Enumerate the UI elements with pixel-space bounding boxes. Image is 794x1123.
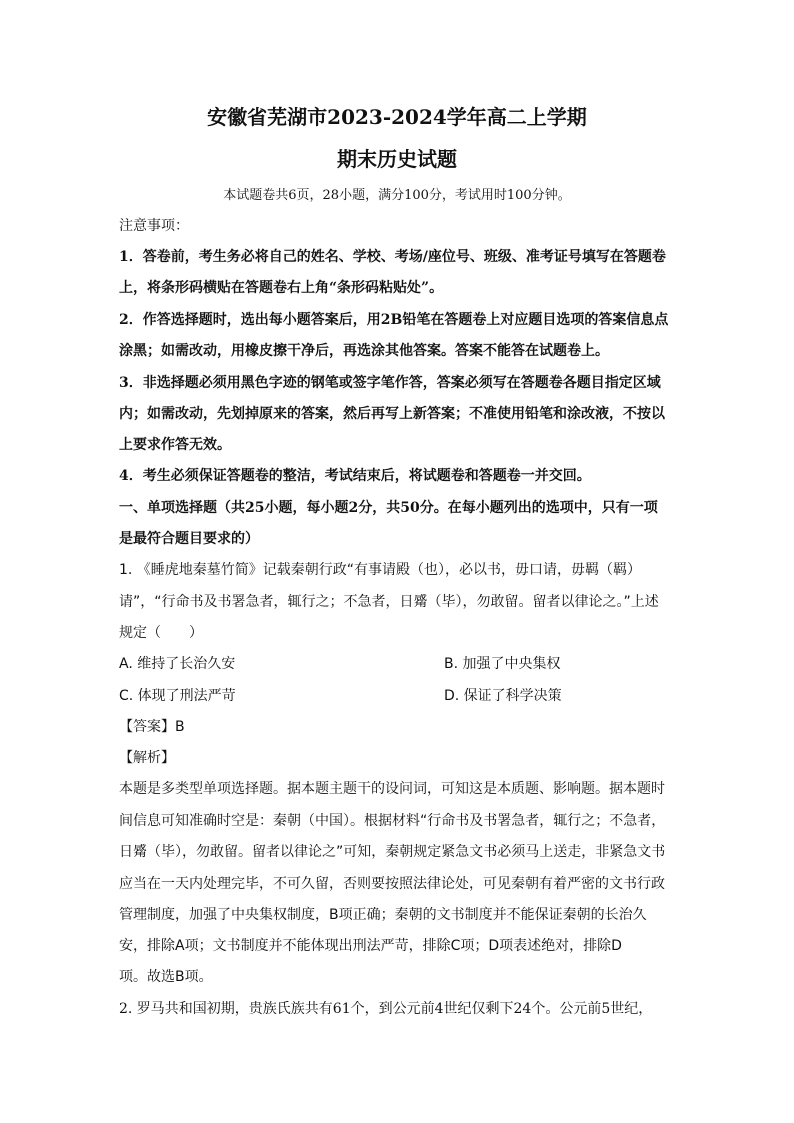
analysis-line: 应当在一天内处理完毕，不可久留，否则要按照法律论处，可见秦朝有着严密的文书行政 <box>119 876 665 892</box>
notes-heading: 注意事项： <box>119 218 189 234</box>
analysis-line: 本题是多类型单项选择题。据本题主题干的设问词，可知这是本质题、影响题。据本题时 <box>119 781 665 797</box>
analysis-line: 安，排除A项；文书制度并不能体现出刑法严苛，排除C项；D项表述绝对，排除D <box>119 938 622 954</box>
question-stem: 1. 《睡虎地秦墓竹简》记载秦朝行政“有事请殿（也），必以书，毋口请，毋羁（羁） <box>119 562 642 578</box>
section-heading: 一、单项选择题（共25小题，每小题2分，共50分。在每小题列出的选项中，只有一项 <box>119 500 658 516</box>
question-stem: 请”，“行命书及书署急者，辄行之；不急者，日觱（毕），勿敢留。留者以律论之。”上述 <box>119 594 659 610</box>
analysis-heading: 【解析】 <box>119 750 175 766</box>
note-line: 内；如需改动，先划掉原来的答案，然后再写上新答案；不准使用铅笔和涂改液，不按以 <box>119 406 665 422</box>
note-line: 4．考生必须保证答题卷的整洁，考试结束后，将试题卷和答题卷一并交回。 <box>119 468 591 484</box>
exam-info: 本试题卷共6页，28小题，满分100分，考试用时100分钟。 <box>223 188 571 203</box>
note-line: 1．答卷前，考生务必将自己的姓名、学校、考场/座位号、班级、准考证号填写在答题卷 <box>119 249 666 265</box>
note-line: 2．作答选择题时，选出每小题答案后，用2B铅笔在答题卷上对应题目选项的答案信息点 <box>119 312 669 328</box>
analysis-line: 项。故选B项。 <box>119 969 213 985</box>
answer-label: 【答案】B <box>119 719 185 735</box>
analysis-line: 间信息可知准确时空是：秦朝（中国）。根据材料“行命书及书署急者，辄行之；不急者， <box>119 813 666 829</box>
page-subtitle-title: 期末历史试题 <box>337 147 457 171</box>
option-c: C. 体现了刑法严苛 <box>119 688 236 704</box>
question-stem: 2. 罗马共和国初期，贵族氏族共有61个，到公元前4世纪仅剩下24个。公元前5世纪， <box>119 1001 653 1017</box>
option-b: B. 加强了中央集权 <box>444 656 561 672</box>
note-line: 涂黑；如需改动，用橡皮擦干净后，再选涂其他答案。答案不能答在试题卷上。 <box>119 343 609 359</box>
option-d: D. 保证了科学决策 <box>444 688 562 704</box>
note-line: 上要求作答无效。 <box>119 437 231 453</box>
note-line: 上，将条形码横贴在答题卷右上角“条形码粘贴处”。 <box>119 280 444 296</box>
section-heading-cont: 是最符合题目要求的） <box>119 531 259 547</box>
option-a: A. 维持了长治久安 <box>119 656 236 672</box>
analysis-line: 日觱（毕），勿敢留。留者以律论之”可知，秦朝规定紧急文书必须马上送走，非紧急文书 <box>119 844 666 860</box>
note-line: 3．非选择题必须用黑色字迹的钢笔或签字笔作答，答案必须写在答题卷各题目指定区域 <box>119 375 661 391</box>
page-title: 安徽省芜湖市2023-2024学年高二上学期 <box>207 105 587 129</box>
analysis-line: 管理制度，加强了中央集权制度，B项正确；秦朝的文书制度并不能保证秦朝的长治久 <box>119 907 647 923</box>
question-stem: 规定（ ） <box>119 625 203 641</box>
